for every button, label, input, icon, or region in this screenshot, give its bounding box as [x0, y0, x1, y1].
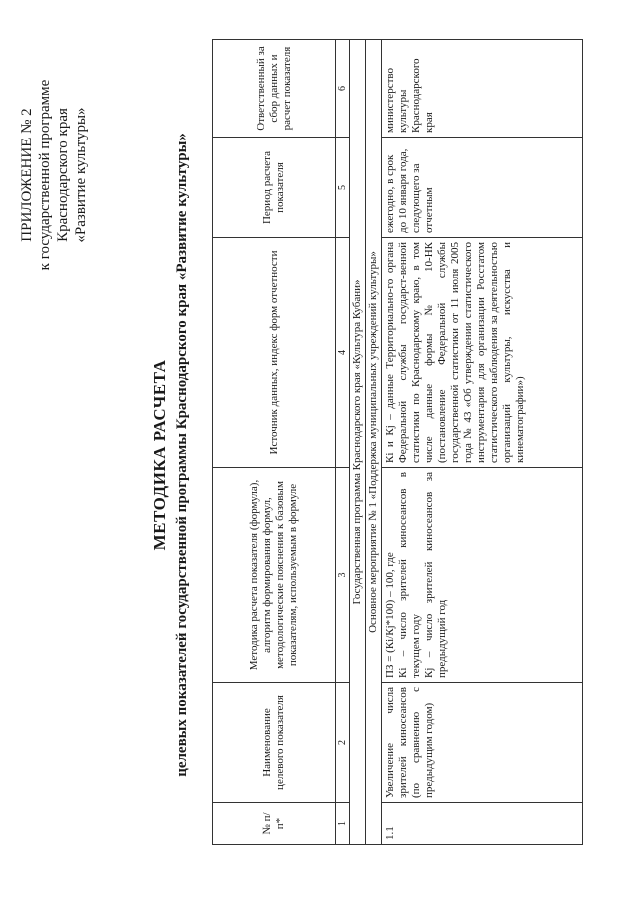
col-number: 5	[336, 138, 350, 238]
indicator-source: Кi и Кj – данные Территориально-го органа Федеральной службы государст-венной статистики по Краснодарскому краю, в том числе данные формы № 10-НК (постановление Федеральной службы государственной статистики от 11 июля 2005 года № 43 «Об утверждении статистического инструментария для организации Росстатом статистического наблюдения за деятельностью организаций культуры, искусства и кинематографии»)	[382, 238, 583, 468]
column-numbers-row	[336, 40, 350, 845]
program-title: Государственная программа Краснодарского края «Культура Кубани»	[350, 40, 366, 845]
col-number: 4	[336, 238, 350, 468]
header-method: Методика расчета показателя (формула), алгоритм формирования формул, методологические пояснения к базовым показателям, используемым в формуле	[213, 468, 336, 683]
event-title: Основное мероприятие № 1 «Поддержка муниципальных учреждений культуры»	[366, 40, 382, 845]
appendix-line: «Развитие культуры»	[73, 107, 89, 243]
col-number: 2	[336, 683, 350, 803]
col-number: 1	[336, 803, 350, 845]
title-main: МЕТОДИКА РАСЧЕТА	[150, 359, 169, 551]
col-number: 3	[336, 468, 350, 683]
table-header-row	[213, 40, 336, 845]
indicators-table	[212, 39, 583, 845]
document-title	[150, 45, 191, 865]
indicator-method	[382, 468, 583, 683]
col-number: 6	[336, 40, 350, 138]
event-row	[366, 40, 382, 845]
indicator-name: Увеличение числа зрителей киносеансов (по сравнению с предыдущим годом)	[382, 683, 583, 803]
indicator-period: ежегодно, в срок до 10 января года, следующего за отчетным	[382, 138, 583, 238]
header-responsible: Ответственный за сбор данных и расчет показателя	[213, 40, 336, 138]
appendix-line: Краснодарского края	[55, 108, 71, 242]
header-period: Период расчета показателя	[213, 138, 336, 238]
method-ki: Кi – число зрителей киносеансов в текущем году	[397, 472, 422, 678]
header-name: Наименование целевого показателя	[213, 683, 336, 803]
appendix-line: ПРИЛОЖЕНИЕ № 2	[19, 108, 35, 242]
header-source: Источник данных, индекс форм отчетности	[213, 238, 336, 468]
method-kj: Кj – число зрителей киносеансов за предыдущий год	[423, 472, 448, 678]
header-num: № п/п*	[213, 803, 336, 845]
appendix-header	[18, 25, 90, 325]
method-formula: ПЗ = (Кi/Кj*100) – 100, где	[384, 552, 396, 678]
table-row	[382, 40, 583, 845]
appendix-line: к государственной программе	[37, 79, 53, 271]
row-number: 1.1	[382, 803, 583, 845]
indicator-responsible: министерство культуры Краснодарского края	[382, 40, 583, 138]
title-subtitle: целевых показателей государственной программы Краснодарского края «Развитие культуры»	[174, 133, 190, 777]
program-row	[350, 40, 366, 845]
